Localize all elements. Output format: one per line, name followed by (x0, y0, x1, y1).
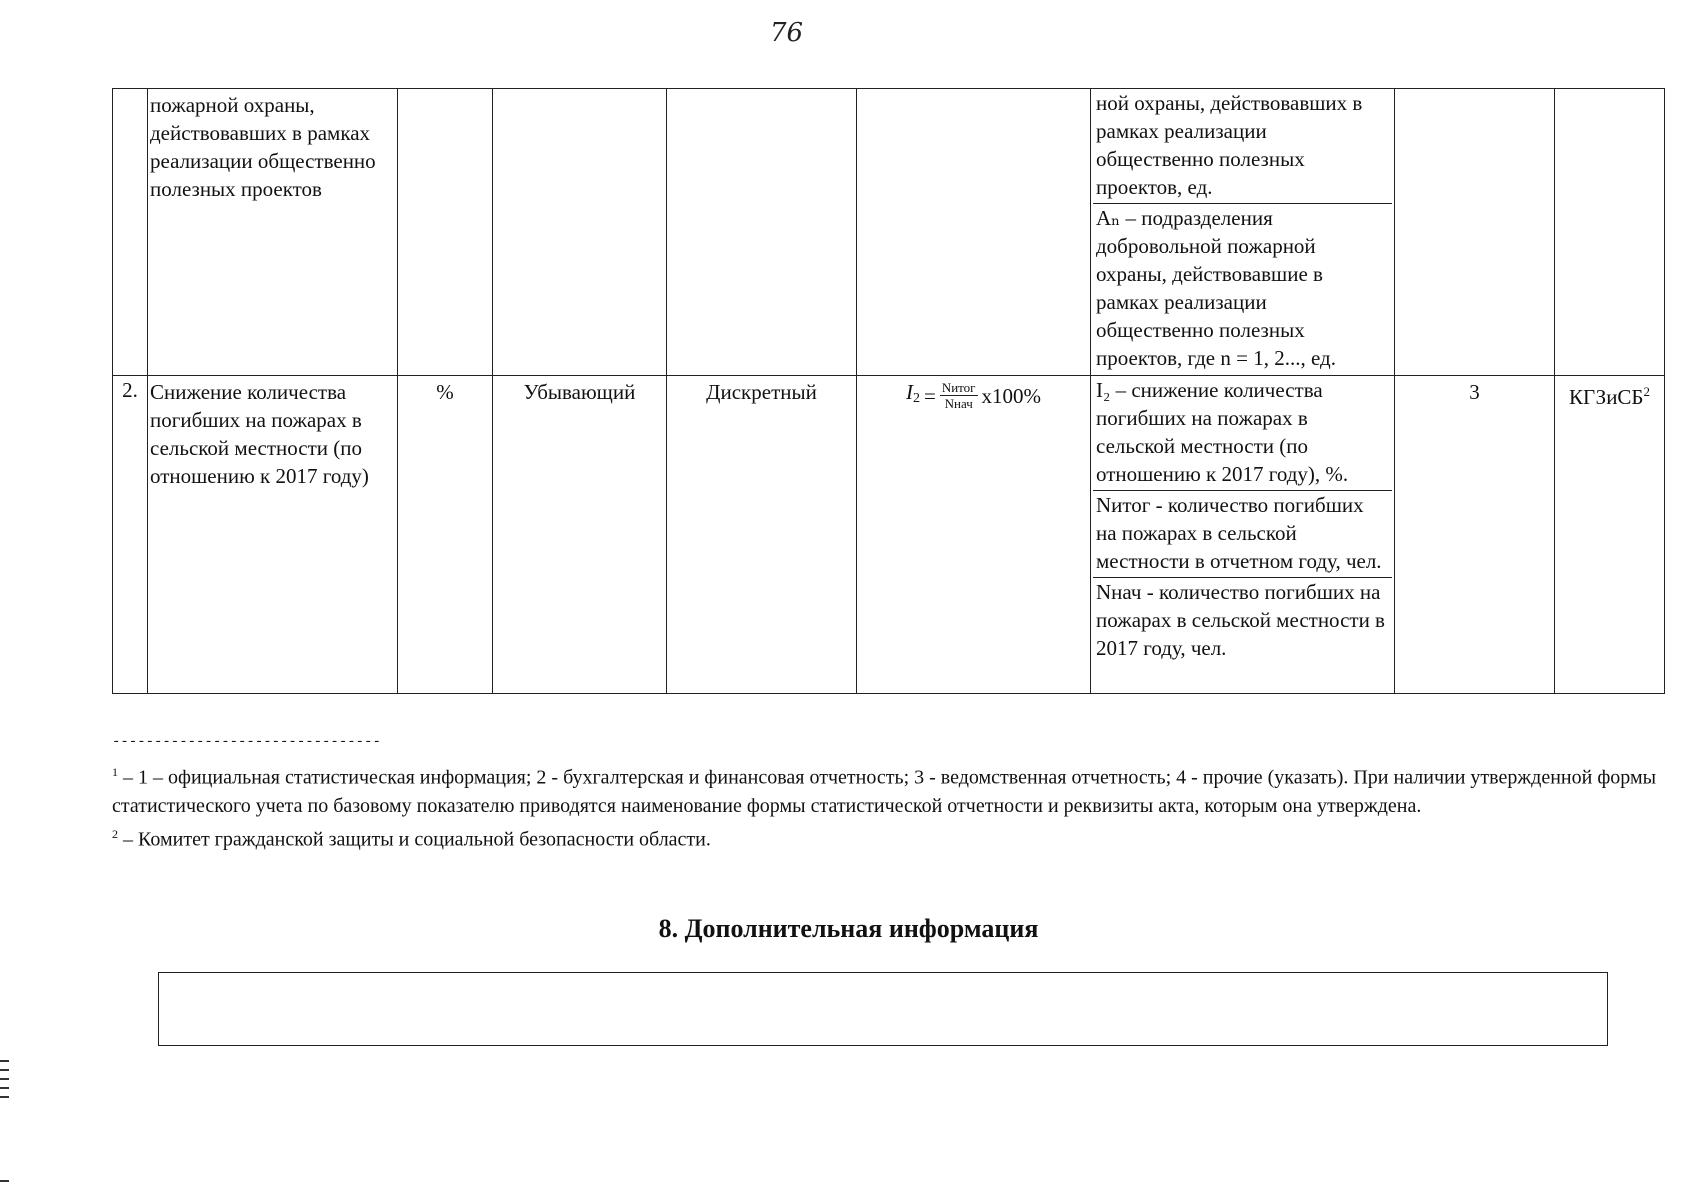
formula-cell (857, 376, 1091, 694)
formula-lhs-sub: 2 (912, 391, 920, 406)
responsible-cell (1555, 376, 1665, 694)
footnote-2 (112, 820, 1667, 854)
description-cell (1091, 89, 1395, 376)
margin-marks (0, 1060, 10, 1105)
footnote-1 (112, 758, 1667, 820)
indicator-name-text: пожарной охраны, действовавших в рамках реализации общественно полезных проектов (150, 93, 376, 201)
description-part: Nнач - количество погибших на пожарах в сельской местности в 2017 году, чел. (1096, 580, 1385, 660)
page-number: 76 (770, 18, 804, 48)
description-part: I₂ – снижение количества погибших на пожарах в сельской местности (по отношению к 2017 году), %. (1093, 376, 1392, 491)
row-number: 2. (113, 376, 148, 694)
section-title: 8. Дополнительная информация (658, 914, 1039, 943)
formula-eq: = (923, 383, 936, 408)
additional-info-box (158, 972, 1608, 1046)
table-row (113, 89, 1665, 376)
formula-cell (857, 89, 1091, 376)
formula-fraction (940, 380, 978, 411)
unit-cell (398, 376, 493, 694)
formula-lhs: I (905, 380, 913, 404)
unit-text: % (436, 380, 454, 404)
type-cell (667, 89, 857, 376)
source-text: 3 (1469, 380, 1480, 404)
trend-text: Убывающий (523, 380, 636, 404)
responsible-text: КГЗиСБ (1569, 385, 1644, 409)
table-row (113, 376, 1665, 694)
type-cell (667, 376, 857, 694)
footnote-2-text: – Комитет гражданской защиты и социальной безопасности области. (118, 828, 711, 851)
footnote-2-mark: 2 (112, 826, 118, 841)
source-cell (1395, 89, 1555, 376)
formula-denominator: Nнач (944, 396, 973, 411)
formula-numerator: Nитог (941, 380, 976, 395)
indicator-name (148, 376, 398, 694)
description-part: ной охраны, действовавших в рамках реализации общественно полезных проектов, ед. (1093, 89, 1392, 204)
unit-cell (398, 89, 493, 376)
margin-mark (0, 1180, 9, 1182)
formula-rhs: x100% (981, 383, 1042, 408)
indicator-name (148, 89, 398, 376)
responsible-cell (1555, 89, 1665, 376)
type-text: Дискретный (706, 380, 817, 404)
responsible-footnote-mark: 2 (1643, 384, 1650, 399)
footnote-1-text: – 1 – официальная статистическая информация; 2 - бухгалтерская и финансовая отчетность; 3 - ведомственная отчетность; 4 - прочие (указать). При наличии утвержденной формы статистического учета по базовому показателю приводятся наименование формы статистической отчетности и реквизиты акта, которым она утверждена. (112, 766, 1657, 817)
row-number (113, 89, 148, 376)
description-part: Aₙ – подразделения добровольной пожарной охраны, действовавшие в рамках реализации общественно полезных проектов, где n = 1, 2..., ед. (1096, 206, 1336, 370)
description-cell (1091, 376, 1395, 694)
trend-cell (493, 89, 667, 376)
trend-cell (493, 376, 667, 694)
source-cell (1395, 376, 1555, 694)
footnote-1-mark: 1 (112, 765, 118, 779)
indicators-table (112, 88, 1665, 694)
formula (906, 378, 1041, 413)
footnote-rule: -------------------------------- (112, 734, 381, 750)
footnotes (112, 728, 1667, 853)
indicator-name-text: Снижение количества погибших на пожарах в сельской местности (по отношению к 2017 году) (150, 380, 369, 488)
description-part: Nитог - количество погибших на пожарах в сельской местности в отчетном году, чел. (1093, 491, 1392, 578)
